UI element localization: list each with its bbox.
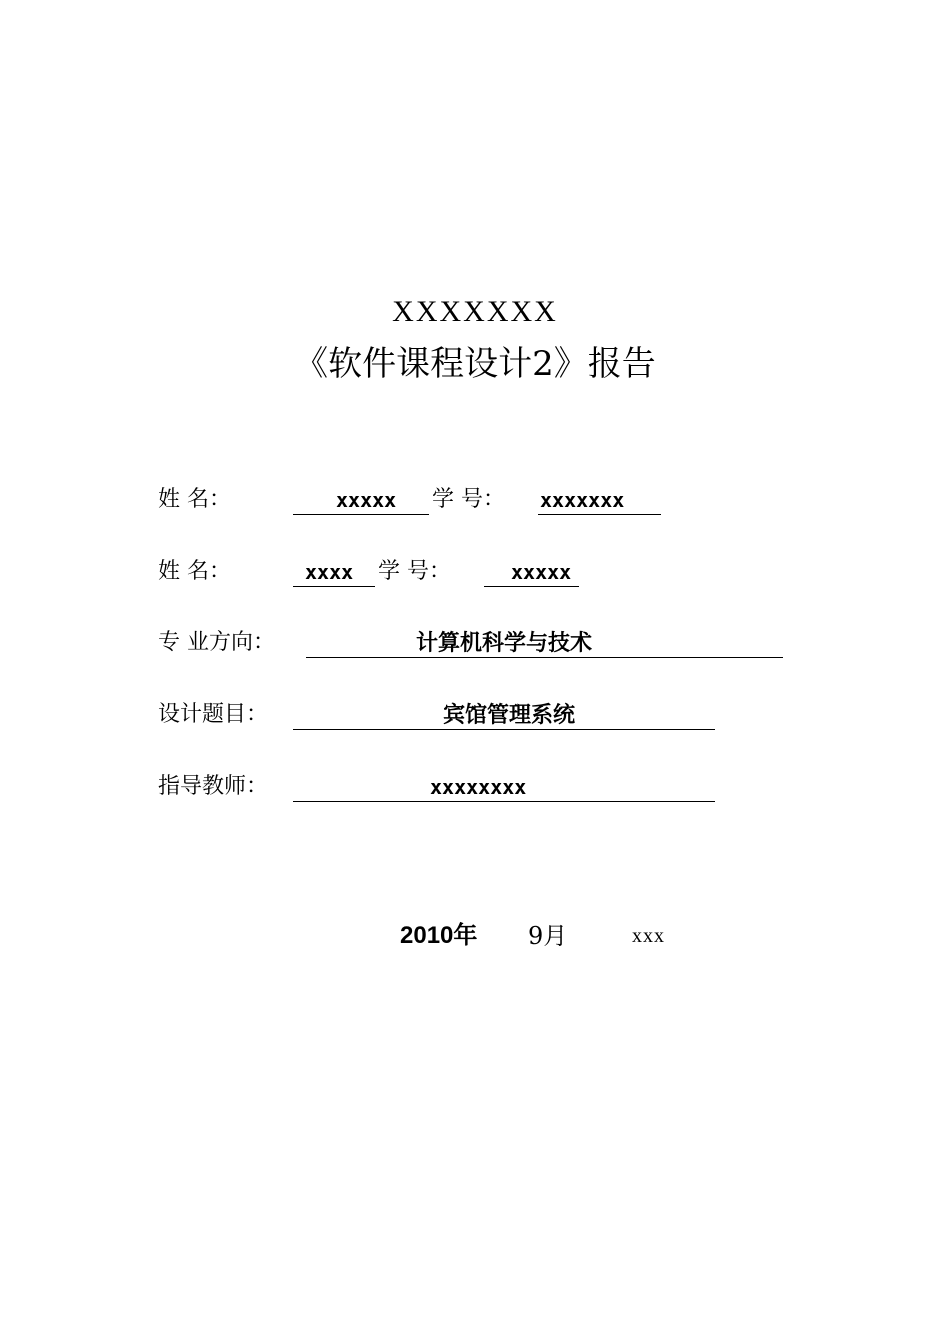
major-value: 计算机科学与技术 — [416, 630, 593, 656]
major-label: 专 业方向： — [158, 630, 275, 655]
advisor-label: 指导教师： — [158, 774, 269, 799]
student2-id-value: xxxxx — [511, 560, 572, 584]
student1-id-value: xxxxxxx — [540, 488, 625, 512]
institution-title: XXXXXXX — [392, 295, 558, 328]
date-year: 2010年 — [400, 922, 478, 949]
student2-name-value: xxxx — [305, 560, 354, 584]
date-month: 9月 — [528, 922, 568, 950]
date-day: xxx — [632, 925, 665, 947]
topic-field — [293, 699, 715, 730]
student2-name-field — [293, 556, 375, 587]
advisor-field — [293, 771, 715, 802]
student1-name-label: 姓 名： — [158, 487, 231, 512]
student1-id-label: 学 号： — [432, 487, 505, 512]
advisor-value: xxxxxxxx — [430, 775, 527, 799]
student1-name-field — [293, 484, 429, 515]
major-field — [306, 627, 783, 658]
student2-name-label: 姓 名： — [158, 559, 231, 584]
report-title: 《软件课程设计2》报告 — [294, 344, 656, 384]
student2-id-field — [484, 556, 579, 587]
topic-value: 宾馆管理系统 — [443, 702, 576, 728]
student1-name-value: xxxxx — [336, 488, 397, 512]
topic-label: 设计题目： — [158, 702, 269, 727]
student1-id-field — [538, 484, 661, 515]
student2-id-label: 学 号： — [378, 559, 451, 584]
